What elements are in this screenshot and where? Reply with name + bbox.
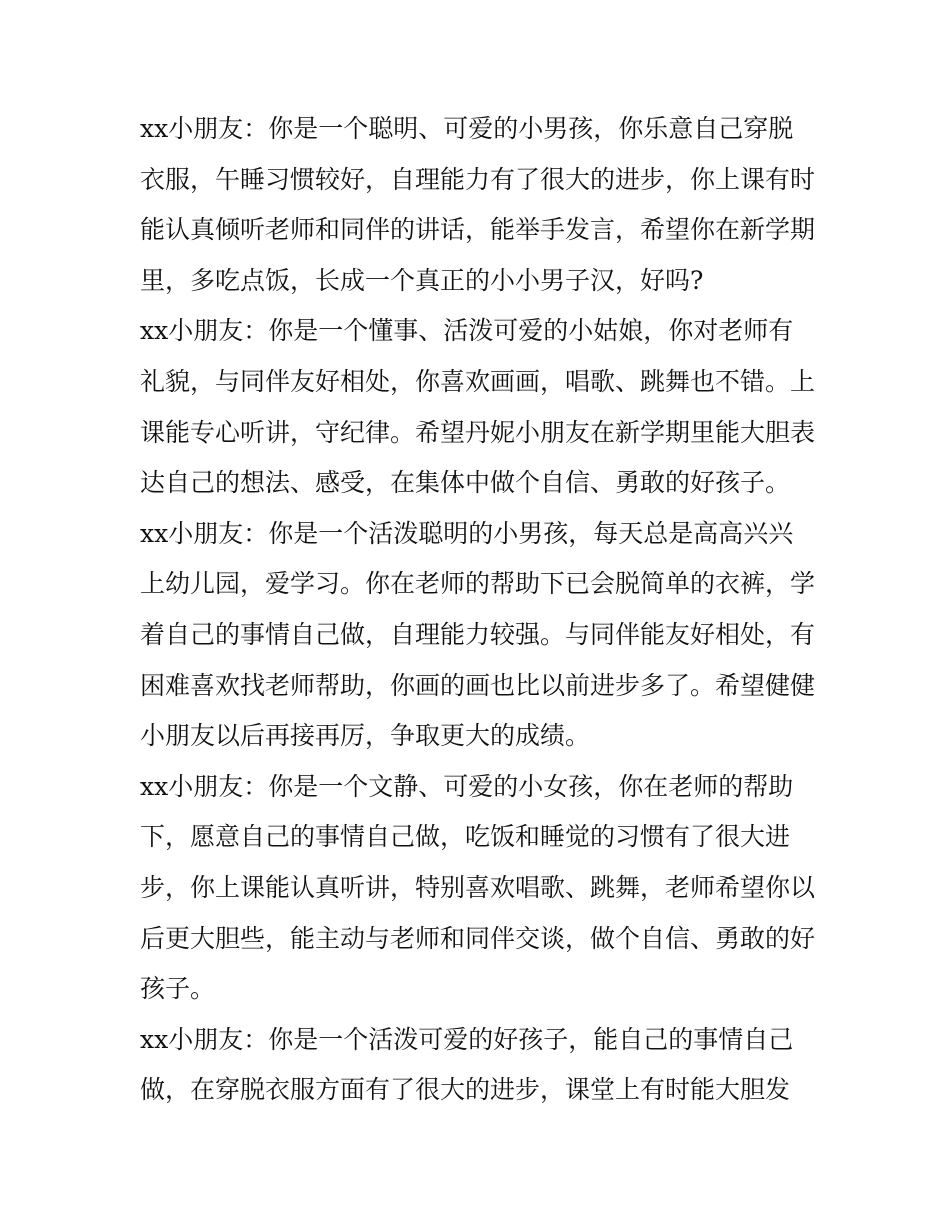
text-line: 衣服，午睡习惯较好，自理能力有了很大的进步，你上课有时 <box>140 164 816 194</box>
text-line: 小朋友以后再接再厉，争取更大的成绩。 <box>140 721 591 751</box>
text-line: xx小朋友：你是一个聪明、可爱的小男孩，你乐意自己穿脱 <box>140 114 794 143</box>
text-line: 着自己的事情自己做，自理能力较强。与同伴能友好相处，有 <box>140 619 816 649</box>
text-line: xx小朋友：你是一个活泼可爱的好孩子，能自己的事情自己 <box>140 1024 794 1054</box>
document-body <box>140 104 816 1116</box>
text-line: 步，你上课能认真听讲，特别喜欢唱歌、跳舞，老师希望你以 <box>140 872 816 902</box>
text-line: 做，在穿脱衣服方面有了很大的进步，课堂上有时能大胆发 <box>140 1075 791 1105</box>
text-line: 达自己的想法、感受，在集体中做个自信、勇敢的好孩子。 <box>140 468 791 498</box>
text-line: 里，多吃点饭，长成一个真正的小小男子汉，好吗? <box>140 265 704 295</box>
text-line: xx小朋友：你是一个懂事、活泼可爱的小姑娘，你对老师有 <box>140 316 794 346</box>
text-line: 下，愿意自己的事情自己做，吃饭和睡觉的习惯有了很大进 <box>140 822 791 852</box>
text-line: 孩子。 <box>140 974 216 1004</box>
text-line: 困难喜欢找老师帮助，你画的画也比以前进步多了。希望健健 <box>140 670 816 700</box>
text-line: 礼貌，与同伴友好相处，你喜欢画画，唱歌、跳舞也不错。上 <box>140 366 816 396</box>
text-line: 能认真倾听老师和同伴的讲话，能举手发言，希望你在新学期 <box>140 215 816 245</box>
text-line: 后更大胆些，能主动与老师和同伴交谈，做个自信、勇敢的好 <box>140 923 816 953</box>
text-line: 上幼儿园，爱学习。你在老师的帮助下已会脱简单的衣裤，学 <box>140 569 816 599</box>
text-line: 课能专心听讲，守纪律。希望丹妮小朋友在新学期里能大胆表 <box>140 417 816 447</box>
text-line: xx小朋友：你是一个活泼聪明的小男孩，每天总是高高兴兴 <box>140 518 794 548</box>
text-line: xx小朋友：你是一个文静、可爱的小女孩，你在老师的帮助 <box>140 771 794 801</box>
